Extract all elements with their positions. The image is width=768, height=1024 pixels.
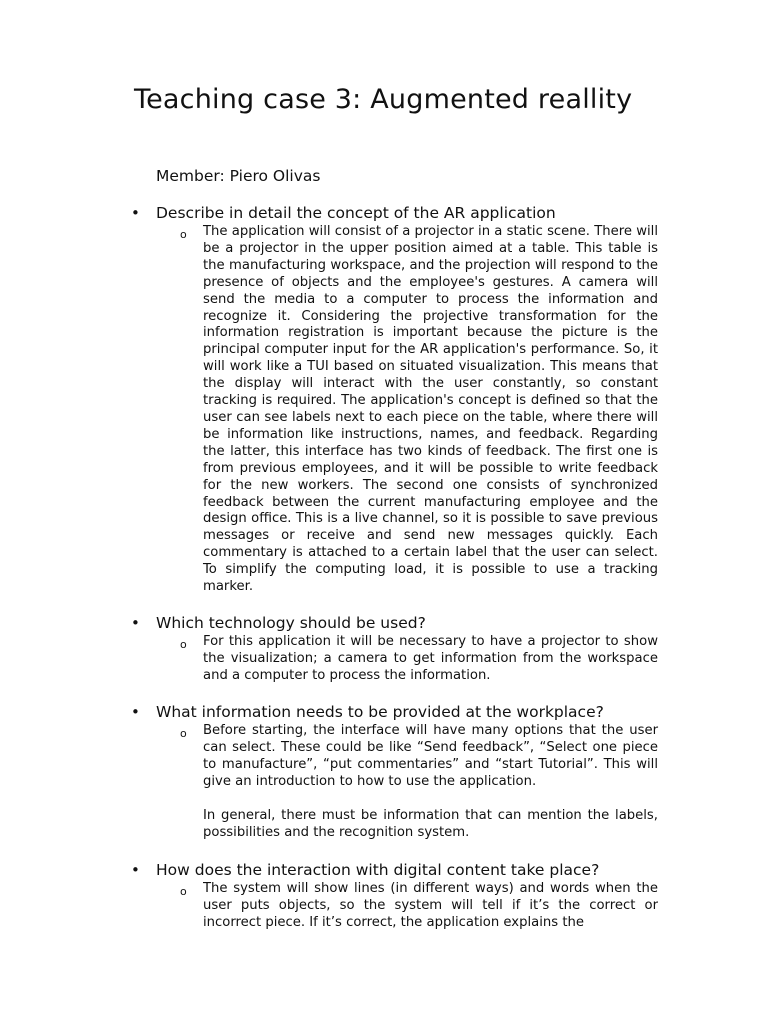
- member-line: Member: Piero Olivas: [156, 167, 321, 185]
- question-interaction: • How does the interaction with digital content take place?: [156, 861, 599, 879]
- answer-concept: The application will consist of a projector in a static scene. There will be a projector in the upper position aimed at a table. This table is the manufacturing workspace, and the projection will respond to the presence of objects and the employee's gestures. A camera will send the media to a computer to process the information and recognize it. Considering the projective transformation for the information registration is important because the picture is the principal computer input for the AR application's performance. So, it will work like a TUI based on situated visualization. This means that the display will interact with the user constantly, so constant tracking is required. The application's concept is defined so that the user can see labels next to each piece on the table, where there will be information like instructions, names, and feedback. Regarding the latter, this interface has two kinds of feedback. The first one is from previous employees, and it will be possible to write feedback for the new workers. The second one consists of synchronized feedback between the current manufacturing employee and the design office. This is a live channel, so it is possible to save previous messages or receive and send new messages quickly. Each commentary is attached to a certain label that the user can select. To simplify the computing load, it is possible to use a tracking marker.: [203, 224, 658, 595]
- answer-interaction: The system will show lines (in different ways) and words when the user puts objects, so the system will tell if it’s the correct or incorrect piece. If it’s correct, the application explains the: [203, 881, 658, 930]
- sub-bullet-marker: o: [180, 638, 187, 651]
- sub-bullet-marker: o: [180, 228, 187, 241]
- answer-information-continued: In general, there must be information that can mention the labels, possibilities and the recognition system.: [203, 808, 658, 840]
- sub-bullet-marker: o: [180, 727, 187, 740]
- answer-information: Before starting, the interface will have many options that the user can select. These could be like “Send feedback”, “Select one piece to manufacture”, “put commentaries” and “start Tutorial”. This will give an introduction to how to use the application.: [203, 723, 658, 789]
- answer-technology: For this application it will be necessary to have a projector to show the visualization; a camera to get information from the workspace and a computer to process the information.: [203, 634, 658, 683]
- question-technology: • Which technology should be used?: [156, 614, 426, 632]
- document-title: Teaching case 3: Augmented reallity: [134, 84, 633, 115]
- question-information: • What information needs to be provided at the workplace?: [156, 703, 604, 721]
- sub-bullet-marker: o: [180, 885, 187, 898]
- question-concept: • Describe in detail the concept of the AR application: [156, 204, 556, 222]
